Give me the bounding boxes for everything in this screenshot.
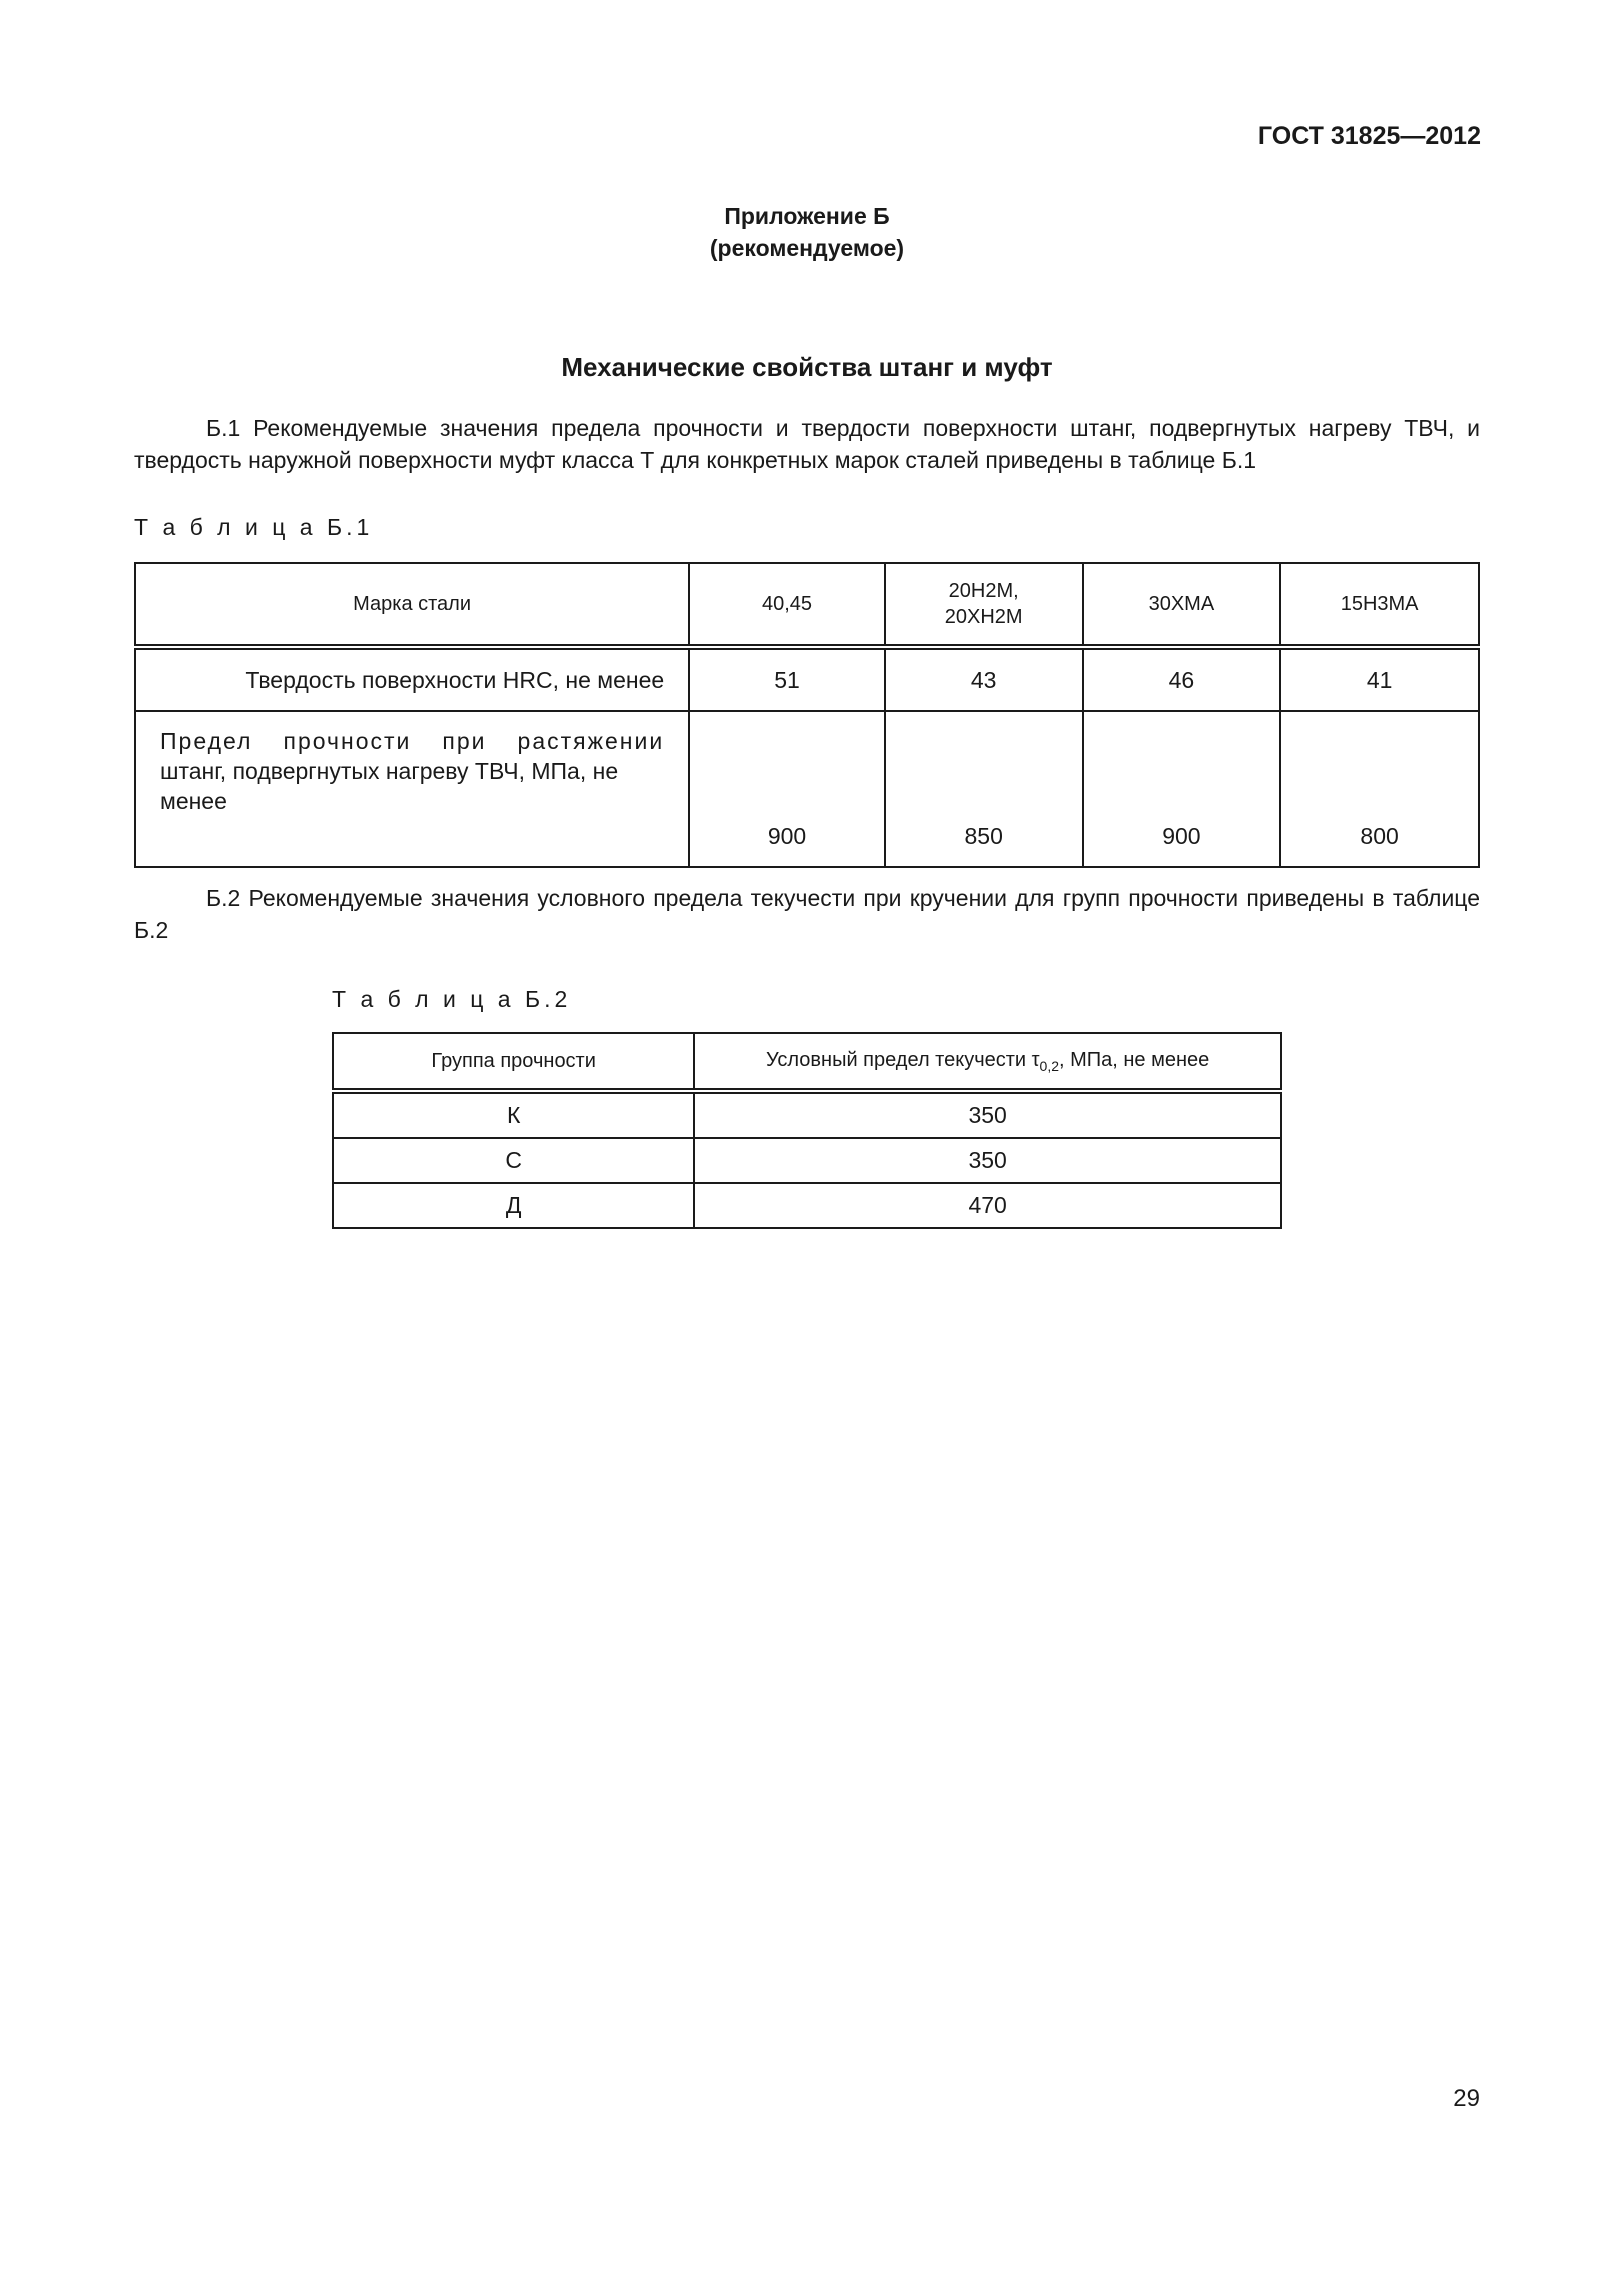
header-grade-30hma: 30ХМА bbox=[1083, 563, 1281, 647]
header-grade-15n3ma: 15Н3МА bbox=[1280, 563, 1479, 647]
table-cell: 51 bbox=[689, 647, 885, 711]
section-title: Механические свойства штанг и муфт bbox=[561, 352, 1053, 382]
header-grade-40-45: 40,45 bbox=[689, 563, 885, 647]
row-label-hardness: Твердость поверхности HRC, не менее bbox=[135, 647, 689, 711]
paragraph-b2 bbox=[134, 882, 1480, 946]
document-number: ГОСТ 31825—2012 bbox=[1257, 122, 1481, 150]
row-label-line1: Предел прочности при растяжении bbox=[160, 728, 665, 754]
row-label-tensile-strength bbox=[135, 711, 689, 867]
table-cell: Д bbox=[333, 1183, 694, 1228]
header-yield-strength-unit: , МПа, не менее bbox=[1059, 1048, 1210, 1071]
header-grade-20n2m bbox=[885, 563, 1083, 647]
table-cell: 43 bbox=[885, 647, 1083, 711]
table-b1-header-row bbox=[135, 563, 1479, 647]
header-grade-20n2m-line2: 20ХН2М bbox=[944, 606, 1023, 628]
table-cell: 850 bbox=[885, 711, 1083, 867]
table-cell: 46 bbox=[1083, 647, 1281, 711]
page-number: 29 bbox=[1453, 2085, 1480, 2112]
table-cell: 800 bbox=[1280, 711, 1479, 867]
table-cell: 350 bbox=[694, 1091, 1281, 1138]
header-yield-strength bbox=[694, 1033, 1281, 1091]
table-b1 bbox=[134, 562, 1480, 868]
table-cell: 900 bbox=[689, 711, 885, 867]
header-yield-strength-subscript: 0,2 bbox=[1039, 1057, 1059, 1074]
table-row bbox=[135, 647, 1479, 711]
header-grade-20n2m-line1: 20Н2М, bbox=[948, 580, 1019, 602]
table-b2-header-row bbox=[333, 1033, 1281, 1091]
appendix-heading bbox=[0, 200, 1614, 264]
table-b2-caption: Т а б л и ц а Б.2 bbox=[332, 986, 572, 1012]
header-strength-group: Группа прочности bbox=[333, 1033, 694, 1091]
table-row bbox=[333, 1138, 1281, 1183]
table-cell: К bbox=[333, 1091, 694, 1138]
header-yield-strength-text: Условный предел текучести τ bbox=[766, 1048, 1040, 1071]
table-cell: С bbox=[333, 1138, 694, 1183]
header-steel-grade: Марка стали bbox=[135, 563, 689, 647]
row-label-line2: штанг, подвергнутых нагреву ТВЧ, МПа, не менее bbox=[160, 758, 619, 814]
table-row bbox=[333, 1183, 1281, 1228]
table-cell: 900 bbox=[1083, 711, 1281, 867]
table-cell: 41 bbox=[1280, 647, 1479, 711]
table-row bbox=[333, 1091, 1281, 1138]
table-cell: 470 bbox=[694, 1183, 1281, 1228]
paragraph-b2-text: Б.2 Рекомендуемые значения условного предела текучести при кручении для групп прочности приведены в таблице Б.2 bbox=[134, 885, 1480, 943]
table-b1-caption: Т а б л и ц а Б.1 bbox=[134, 514, 374, 540]
paragraph-b1 bbox=[134, 412, 1480, 476]
appendix-subtitle: (рекомендуемое) bbox=[709, 235, 905, 261]
table-cell: 350 bbox=[694, 1138, 1281, 1183]
appendix-title: Приложение Б bbox=[724, 203, 890, 229]
paragraph-b1-text: Б.1 Рекомендуемые значения предела прочности и твердости поверхности штанг, подвергнутых нагреву ТВЧ, и твердость наружной поверхности муфт класса Т для конкретных марок сталей приведены в таблице Б.1 bbox=[134, 415, 1480, 473]
table-row bbox=[135, 711, 1479, 867]
table-b2 bbox=[332, 1032, 1282, 1229]
